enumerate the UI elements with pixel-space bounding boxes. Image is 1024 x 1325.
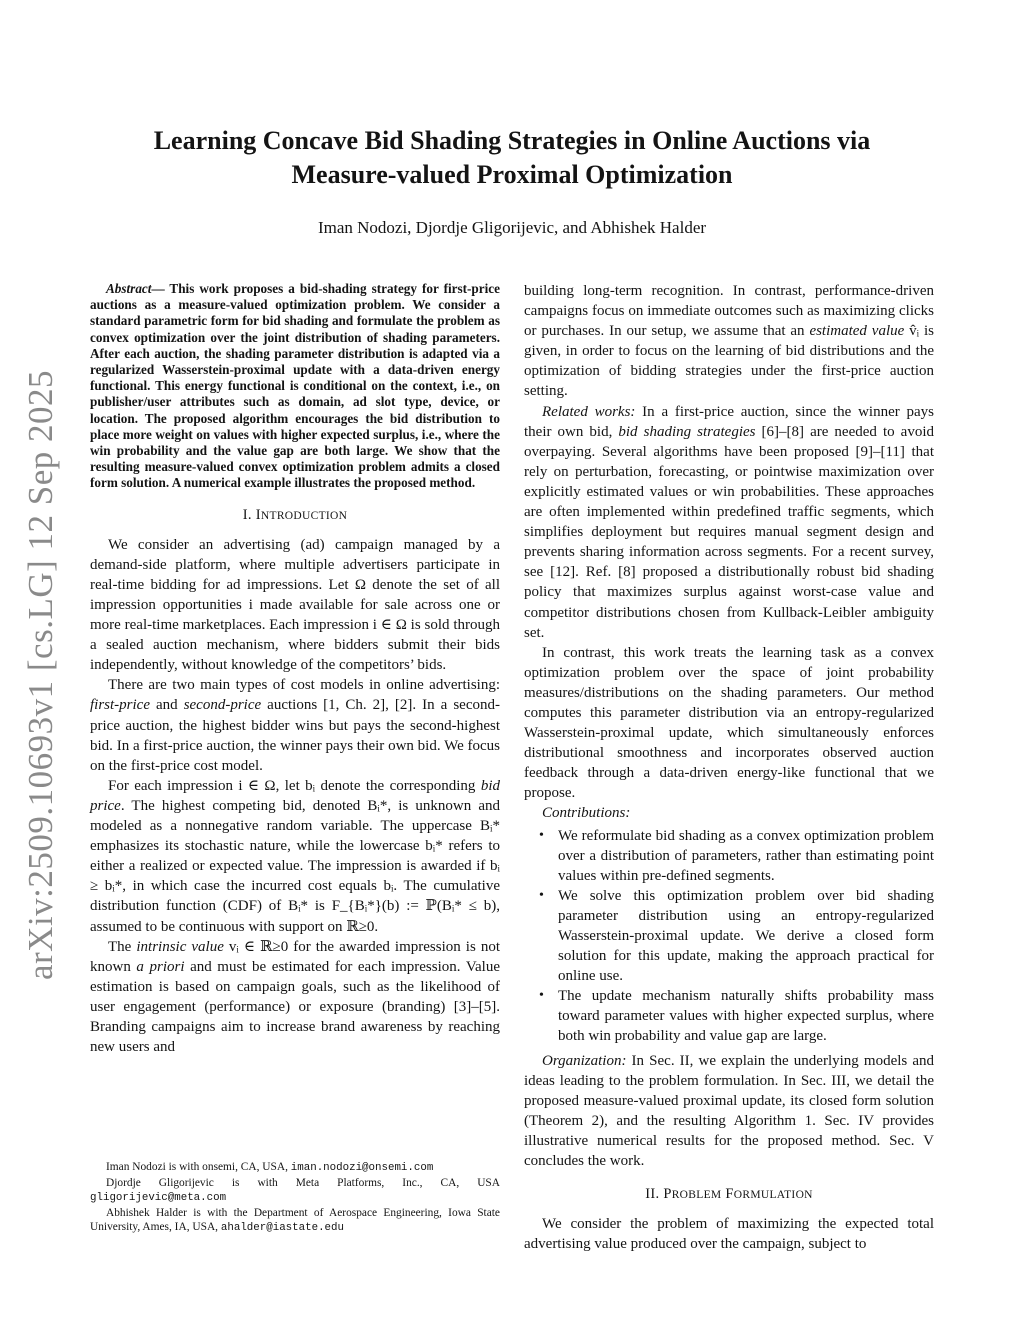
list-item-text: We reformulate bid shading as a convex optimization problem over a distribution of parameters, rather than estimating point values within pre-defined segments. [558, 827, 934, 884]
emphasis-second-price: second-price [183, 697, 262, 714]
footnote-nodozi [90, 1160, 500, 1176]
text-run: [6]–[8] are needed to avoid overpaying. Several algorithms have been proposed [9]–[11] that rely on perturbation, forecasting, or pointwise maximization over explicitly estimated values or win probabilities. These approaches are often implemented within predefined traffic segments, which simplifies deployment but requires manual segment design and prevents sharing information across segments. For a recent survey, see [12]. Ref. [8] proposed a distributionally robust bid shading policy that maximizes surplus against worst-case value and competitor distributions chosen from Kullback-Leibler ambiguity set. [524, 423, 934, 641]
footnote-gligorijevic [90, 1176, 500, 1206]
organization-label: Organization: [542, 1052, 627, 1069]
contributions-label-paragraph [524, 803, 934, 823]
bullet-icon: • [539, 988, 544, 1004]
section-title-rest: ORMULATION [733, 1189, 813, 1202]
contributions-list [524, 826, 934, 1047]
intro-paragraph-4 [90, 937, 500, 1058]
footnotes [90, 1160, 500, 1236]
author-list: Iman Nodozi, Djordje Gligorijevic, and Abhishek Halder [317, 218, 707, 237]
abstract-label: Abstract [106, 281, 152, 296]
intro-paragraph-1: We consider an advertising (ad) campaign managed by a demand-side platform, where multiple advertisers participate in real-time bidding for ad impressions. Let Ω denote the set of all impression opportunities i made available for sale across one or more real-time marketplaces. Each impression i ∈ Ω is sold through a sealed auction mechanism, where bidders submit their bids independently, without knowledge of the competitors’ bids. [90, 536, 500, 674]
problem-formulation-paragraph: We consider the problem of maximizing the expected total advertising value produced over the campaign, subject to [524, 1216, 934, 1253]
text-run: auctions [1, Ch. 2], [2]. In a second-price auction, the highest bidder wins but pays the second-highest bid. In a first-price auction, the winner pays their own bid. We focus on the first-price cost model. [90, 697, 500, 774]
related-works-paragraph [524, 402, 934, 643]
contributions-label: Contributions: [542, 805, 631, 822]
abstract [90, 281, 500, 492]
footnote-text: Djordje Gligorijevic is with Meta Platforms, Inc., CA, USA [106, 1176, 500, 1189]
footnote-text: Iman Nodozi is with onsemi, CA, USA, [106, 1161, 291, 1173]
section-title-rest: NTRODUCTION [260, 509, 348, 522]
list-item [524, 886, 934, 986]
list-item-text: We solve this optimization problem over bid shading parameter distribution using an entropy-regularized Wasserstein-proximal update. We derive a closed form solution for this update, making the approach practical for online use. [558, 887, 934, 985]
list-item [524, 986, 934, 1046]
section-numeral: I. [242, 506, 252, 523]
email-nodozi: iman.nodozi@onsemi.com [290, 1162, 434, 1174]
emphasis-intrinsic-value: intrinsic value [136, 938, 224, 955]
section-title-initial: P [663, 1186, 672, 1203]
bullet-icon: • [539, 887, 544, 903]
section-heading-introduction [90, 505, 500, 526]
emphasis-estimated-value: estimated value [809, 323, 905, 340]
text-run: For each impression i ∈ Ω, let bᵢ denote the corresponding [108, 777, 481, 794]
email-gligorijevic: gligorijevic@meta.com [90, 1192, 227, 1205]
section-heading-problem-formulation [524, 1184, 934, 1205]
paper-title [100, 124, 924, 192]
text-run: In Sec. II, we explain the underlying models and ideas leading to the problem formulation. In Sec. III, we detail the proposed measure-valued proximal update, its closed form solution (Theorem 2), and the resulting Algorithm 1. Sec. IV provides illustrative numerical results for the proposed method. Sec. V concludes the work. [524, 1052, 934, 1170]
text-run: building long-term recognition. In contrast, performance-driven campaigns focus on immediate outcomes such as maximizing clicks or purchases. In our setup, we assume that an [524, 283, 934, 340]
arxiv-id: arXiv:2509.10693v1 [cs.LG] 12 Sep 2025 [21, 369, 61, 981]
bullet-icon: • [539, 827, 544, 843]
intro-paragraph-5 [524, 281, 934, 402]
intro-paragraph-2 [90, 675, 500, 775]
emphasis-bid-shading-strategies: bid shading strategies [618, 423, 756, 440]
text-run: The [108, 938, 137, 955]
text-run: In a first-price auction, since the winner pays their own bid, [524, 403, 935, 440]
text-run: vᵢ ∈ ℝ≥0 for the awarded impression is not known [90, 938, 500, 975]
abstract-text: — This work proposes a bid-shading strategy for first-price auctions as a measure-valued optimization problem. We consider a standard parametric form for bid shading and formulate the problem as convex optimization over the joint distribution of shading parameters. After each auction, the shading parameter distribution is adapted via a regularized Wasserstein-proximal update with a data-driven energy functional. This energy functional is conditional on the context, i.e., on publisher/user attributes such as domain, ad slot type, device, or location. The proposed algorithm encourages the bid distribution to place more weight on values with higher expected surplus, i.e., where the win probability and the value gap are both large. We show that the resulting measure-valued convex optimization problem admits a closed form solution. A numerical example illustrates the proposed method. [90, 281, 500, 491]
list-item [524, 826, 934, 886]
emphasis-bid-price: bid price [90, 777, 500, 814]
text-run: v̂ᵢ is given, in order to focus on the learning of bid distributions and the optimization of bidding strategies under the first-price auction setting. [524, 323, 934, 400]
section-title-rest: ROBLEM [671, 1189, 722, 1202]
contrast-paragraph: In contrast, this work treats the learning task as a convex optimization problem over the space of joint probability measures/distributions on the shading parameters. Our method computes this parameter distribution via an entropy-regularized Wasserstein-proximal update, which simultaneously enforces distributional smoothness and incorporates observed auction feedback through a data-driven energy-like functional that we propose. [524, 644, 934, 802]
text-run: There are two main types of cost models in online advertising: [108, 677, 500, 694]
intro-paragraph-3 [90, 776, 500, 937]
section-title-initial: I [255, 506, 261, 523]
section-numeral: II. [645, 1186, 660, 1203]
list-item-text: The update mechanism naturally shifts probability mass toward parameter values with higher expected surplus, where both win probability and value gap are large. [558, 988, 934, 1045]
title-line-2: Measure-valued Proximal Optimization [291, 160, 733, 189]
left-column [90, 281, 500, 1057]
text-run: and must be estimated for each impression. Value estimation is based on campaign goals, such as the likelihood of user engagement (performance) or exposure (branding) [3]–[5]. Branding campaigns aim to increase brand awareness by reaching new users and [90, 958, 500, 1056]
footnote-text: Abhishek Halder is with the Department of Aerospace Engineering, Iowa State University, Ames, IA, USA, [90, 1206, 500, 1234]
footnote-halder [90, 1206, 500, 1236]
related-works-label: Related works: [542, 403, 636, 420]
right-column [524, 281, 934, 1254]
organization-paragraph [524, 1051, 934, 1172]
email-halder: ahalder@iastate.edu [220, 1222, 344, 1235]
emphasis-first-price: first-price [90, 697, 150, 714]
text-run: . The highest competing bid, denoted Bᵢ*, is unknown and modeled as a nonnegative random variable. The uppercase Bᵢ* emphasizes its stochastic nature, while the lowercase bᵢ* refers to either a realized or expected value. The impression is awarded if bᵢ ≥ bᵢ*, in which case the incurred cost equals bᵢ. The cumulative distribution function (CDF) of Bᵢ* is F_{Bᵢ*}(b) := ℙ(Bᵢ* ≤ b), assumed to be continuous with support on ℝ≥0. [90, 797, 500, 935]
emphasis-a-priori: a priori [136, 958, 185, 975]
section-title-initial: F [725, 1186, 734, 1203]
arxiv-stamp [16, 370, 66, 980]
title-line-1: Learning Concave Bid Shading Strategies in Online Auctions via [153, 126, 871, 155]
text-run: and [150, 697, 184, 714]
